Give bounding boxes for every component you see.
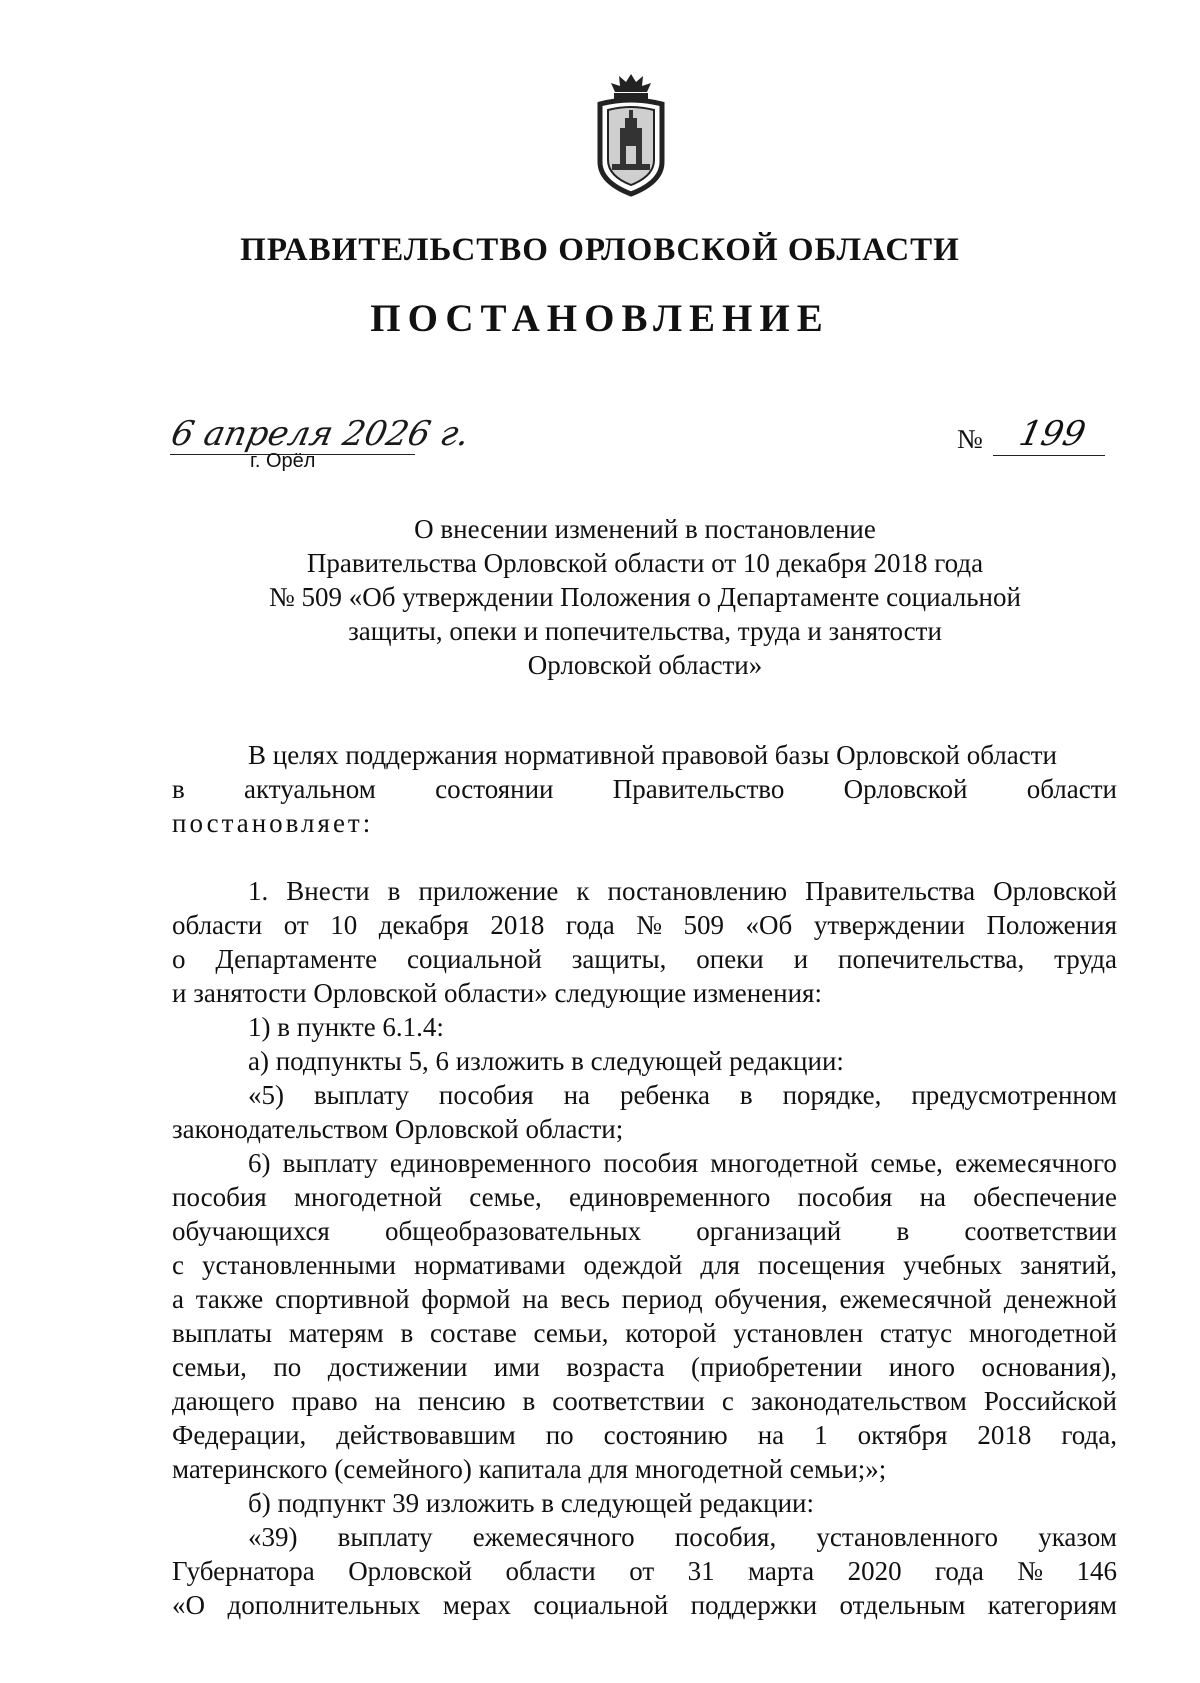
subject-line: О внесении изменений в постановление xyxy=(414,514,876,544)
word: области xyxy=(172,910,263,940)
word: категориям xyxy=(987,1590,1117,1620)
item-1-line xyxy=(172,908,1117,942)
word: многодетной xyxy=(710,1148,859,1178)
word: установленного xyxy=(816,1522,999,1552)
word: ежемесячного xyxy=(955,1148,1117,1178)
para-39-line xyxy=(172,1520,1117,1554)
word: состоянии xyxy=(435,774,554,804)
subject-line: № 509 «Об утверждении Положения о Департаменте социальной xyxy=(269,582,1021,612)
word: области xyxy=(505,1556,596,1586)
word: весь xyxy=(560,1284,610,1314)
word: многодетной xyxy=(293,1182,443,1212)
document-body xyxy=(172,738,1117,1622)
para-6-line xyxy=(172,1384,1117,1418)
word: семьи, xyxy=(172,1352,247,1382)
item-1-line: и занятости Орловской области» следующие изменения: xyxy=(172,978,822,1008)
word: 2020 xyxy=(847,1556,902,1586)
word: мерах xyxy=(442,1590,511,1620)
word: года xyxy=(934,1556,984,1586)
word: утверждении xyxy=(813,910,965,940)
word: попечительства, xyxy=(838,944,1025,974)
word: пенсию xyxy=(418,1386,506,1416)
word: 10 xyxy=(330,910,358,940)
subitem-b: б) подпункт 39 изложить в следующей редакции: xyxy=(248,1488,815,1518)
word: № xyxy=(1017,1556,1044,1586)
word: № xyxy=(636,910,663,940)
word: «Об xyxy=(745,910,793,940)
word: возраста xyxy=(566,1352,665,1382)
word: Положения xyxy=(986,910,1117,940)
word: 509 xyxy=(683,910,725,940)
word: 1. xyxy=(248,876,269,906)
word: «39) xyxy=(248,1522,298,1552)
word: нормативами xyxy=(414,1250,566,1280)
word: актуальном xyxy=(244,774,376,804)
word: социальной xyxy=(407,944,542,974)
word: по xyxy=(273,1352,302,1382)
word: ежемесячного xyxy=(472,1522,635,1552)
word: на xyxy=(757,1420,785,1450)
word: а xyxy=(172,1284,184,1314)
word: в xyxy=(522,1386,536,1416)
word: года, xyxy=(1061,1420,1117,1450)
word: единовременного xyxy=(568,1182,771,1212)
word: обучающихся xyxy=(172,1216,330,1246)
word: дополнительных xyxy=(227,1590,421,1620)
handwritten-date: 6 апреля 2026 г. xyxy=(167,414,474,454)
para-6-line xyxy=(172,1214,1117,1248)
word: от xyxy=(283,910,309,940)
word: марта xyxy=(747,1556,815,1586)
para-6-line xyxy=(172,1248,1117,1282)
document-type-title: ПОСТАНОВЛЕНИЕ xyxy=(370,297,830,340)
word: семье, xyxy=(469,1182,542,1212)
word: с xyxy=(172,1250,184,1280)
word: учебных xyxy=(903,1250,1002,1280)
word: 6) xyxy=(248,1148,271,1178)
word: составе xyxy=(429,1318,517,1348)
word: о xyxy=(172,944,186,974)
word: декабря xyxy=(378,910,469,940)
word: труда xyxy=(1054,944,1117,974)
word: «О xyxy=(172,1590,205,1620)
word: 146 xyxy=(1076,1556,1117,1586)
para-5-line: законодательством Орловской области; xyxy=(172,1114,624,1144)
word: Правительство xyxy=(612,774,785,804)
word: опеки xyxy=(696,944,764,974)
word: основания), xyxy=(981,1352,1117,1382)
word: Департаменте xyxy=(215,944,378,974)
word: Орловской xyxy=(348,1556,473,1586)
word: выплату xyxy=(337,1522,433,1552)
word: законодательством xyxy=(750,1386,967,1416)
word: пособия xyxy=(603,1148,699,1178)
word: семье, xyxy=(870,1148,943,1178)
para-6-line xyxy=(172,1316,1117,1350)
word: социальной xyxy=(533,1590,669,1620)
subject-line: Орловской области» xyxy=(527,650,763,680)
word: установлен xyxy=(733,1318,864,1348)
word: поддержки xyxy=(690,1590,818,1620)
word: к xyxy=(576,876,590,906)
word: в xyxy=(400,1318,414,1348)
word: на xyxy=(919,1182,947,1212)
subitem-a: а) подпункты 5, 6 изложить в следующей редакции: xyxy=(248,1046,844,1076)
word: Российской xyxy=(983,1386,1117,1416)
word: посещения xyxy=(758,1250,886,1280)
subject-line: Правительства Орловской области от 10 декабря 2018 года xyxy=(306,548,984,578)
word: спортивной xyxy=(275,1284,410,1314)
subitem-1: 1) в пункте 6.1.4: xyxy=(248,1012,444,1042)
word: организаций xyxy=(696,1216,842,1246)
word: по xyxy=(545,1420,574,1450)
word: обеспечение xyxy=(973,1182,1117,1212)
word: в xyxy=(172,774,185,804)
word: в xyxy=(739,1080,753,1110)
spacer xyxy=(172,840,1117,874)
word: на xyxy=(522,1284,549,1314)
word: пособия xyxy=(438,1080,534,1110)
word: выплаты xyxy=(172,1318,273,1348)
word: предусмотренном xyxy=(911,1080,1117,1110)
word: «5) xyxy=(248,1080,284,1110)
word: Орловской xyxy=(843,774,968,804)
subject-line: защиты, опеки и попечительства, труда и занятости xyxy=(348,616,942,646)
word: установленными xyxy=(202,1250,397,1280)
word: от xyxy=(629,1556,655,1586)
word: также xyxy=(195,1284,264,1314)
word: приложение xyxy=(418,876,559,906)
word: которой xyxy=(625,1318,717,1348)
word: Внести xyxy=(286,876,370,906)
para-6-line xyxy=(172,1180,1117,1214)
word: одеждой xyxy=(583,1250,683,1280)
para-39-line xyxy=(172,1588,1117,1622)
item-1-line xyxy=(172,942,1117,976)
preamble-line xyxy=(172,772,1117,806)
word: общеобразовательных xyxy=(385,1216,642,1246)
para-39-line xyxy=(172,1554,1117,1588)
para-6-line xyxy=(172,1282,1117,1316)
para-6-line xyxy=(172,1418,1117,1452)
word: (приобретении xyxy=(691,1352,863,1382)
word: действовавшим xyxy=(336,1420,516,1450)
word: период xyxy=(621,1284,703,1314)
word: отдельным xyxy=(839,1590,966,1620)
word: денежной xyxy=(1003,1284,1117,1314)
word: выплату xyxy=(282,1148,378,1178)
number-sign: № xyxy=(957,424,983,454)
word: ребенка xyxy=(619,1080,710,1110)
word: 2018 xyxy=(977,1420,1032,1450)
word: года xyxy=(565,910,615,940)
word: Правительства xyxy=(805,876,976,906)
decision-word: постановляет: xyxy=(172,808,374,838)
word: для xyxy=(700,1250,740,1280)
word: многодетной xyxy=(968,1318,1117,1348)
word: ими xyxy=(493,1352,540,1382)
word: на xyxy=(563,1080,591,1110)
document-subject xyxy=(170,512,1120,682)
word: октября xyxy=(857,1420,948,1450)
number-underline xyxy=(993,455,1105,456)
word: обучения, xyxy=(714,1284,828,1314)
word: Федерации, xyxy=(172,1420,307,1450)
word: 2018 xyxy=(490,910,545,940)
word: с xyxy=(721,1386,734,1416)
para-6-line xyxy=(172,1146,1117,1180)
word: соответствии xyxy=(964,1216,1117,1246)
word: на xyxy=(374,1386,402,1416)
word: статус xyxy=(879,1318,953,1348)
para-5-line xyxy=(172,1078,1117,1112)
word: иного xyxy=(888,1352,956,1382)
word: семьи, xyxy=(533,1318,609,1348)
preamble-line: В целях поддержания нормативной правовой базы Орловской области xyxy=(248,740,1057,770)
handwritten-number: 199 xyxy=(1015,414,1090,454)
word: выплату xyxy=(313,1080,409,1110)
word: 1 xyxy=(814,1420,828,1450)
para-6-line xyxy=(172,1350,1117,1384)
word: порядке, xyxy=(782,1080,882,1110)
word: в xyxy=(387,876,401,906)
word: дающего xyxy=(172,1386,275,1416)
word: соответствии xyxy=(552,1386,705,1416)
word: ежемесячной xyxy=(839,1284,992,1314)
word: указом xyxy=(1038,1522,1117,1552)
word: матерям xyxy=(288,1318,384,1348)
item-1-line xyxy=(172,874,1117,908)
word: право xyxy=(291,1386,358,1416)
word: Губернатора xyxy=(172,1556,315,1586)
word: и xyxy=(793,944,809,974)
word: защиты, xyxy=(571,944,667,974)
para-6-line: материнского (семейного) капитала для многодетной семьи;»; xyxy=(172,1454,887,1484)
word: 31 xyxy=(687,1556,715,1586)
word: Орловской xyxy=(993,876,1117,906)
word: единовременного xyxy=(389,1148,592,1178)
word: занятий, xyxy=(1020,1250,1117,1280)
coat-of-arms-emblem xyxy=(590,70,672,200)
word: пособия xyxy=(172,1182,267,1212)
word: формой xyxy=(421,1284,511,1314)
government-title: ПРАВИТЕЛЬСТВО ОРЛОВСКОЙ ОБЛАСТИ xyxy=(240,232,960,268)
word: пособия, xyxy=(674,1522,777,1552)
word: пособия xyxy=(797,1182,893,1212)
word: области xyxy=(1026,774,1117,804)
word: состоянию xyxy=(603,1420,728,1450)
word: достижении xyxy=(327,1352,468,1382)
word: постановлению xyxy=(607,876,788,906)
word: в xyxy=(896,1216,910,1246)
city-label: г. Орёл xyxy=(250,450,316,472)
